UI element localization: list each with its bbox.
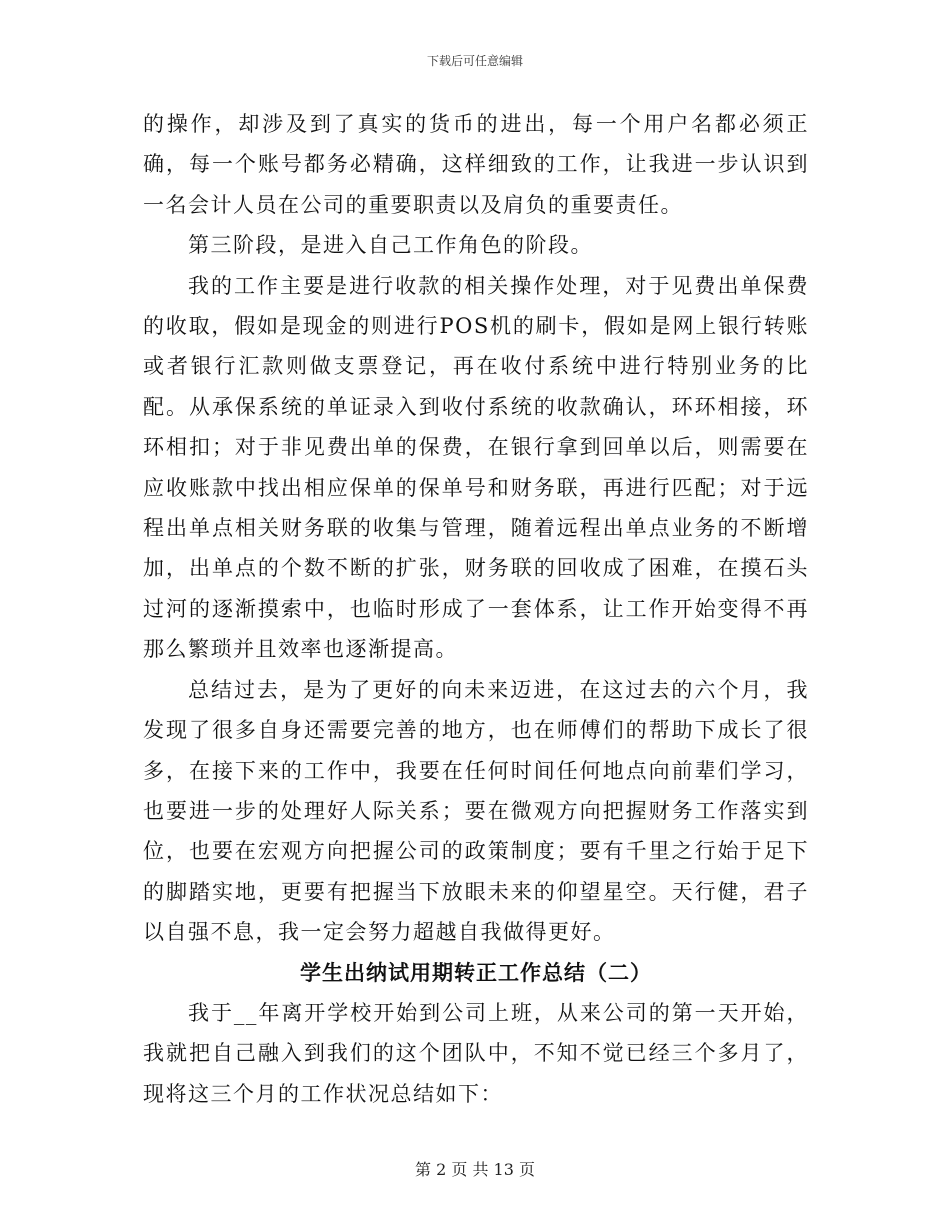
paragraph-continuation: 的操作，却涉及到了真实的货币的进出，每一个用户名都必须正确，每一个账号都务必精确，这样细致的工作，让我进一步认识到一名会计人员在公司的重要职责以及肩负的重要责任。 (143, 112, 809, 217)
document-body (143, 104, 809, 1114)
paragraph-intro: 我于__年离开学校开始到公司上班，从来公司的第一天开始，我就把自己融入到我们的这个团队中，不知不觉已经三个多月了，现将这三个月的工作状况总结如下： (143, 1000, 809, 1106)
page-number: 第 2 页 共 13 页 (415, 1160, 535, 1179)
paragraph-work-duties: 我的工作主要是进行收款的相关操作处理，对于见费出单保费的收取，假如是现金的则进行POS机的刷卡，假如是网上银行转账或者银行汇款则做支票登记，再在收付系统中进行特别业务的比配。从承保系统的单证录入到收付系统的收款确认，环环相接，环环相扣；对于非见费出单的保费，在银行拿到回单以后，则需要在应收账款中找出相应保单的保单号和财务联，再进行匹配；对于远程出单点相关财务联的收集与管理，随着远程出单点业务的不断增加，出单点的个数不断的扩张，财务联的回收成了困难，在摸石头过河的逐渐摸索中，也临时形成了一套体系，让工作开始变得不再那么繁琐并且效率也逐渐提高。 (143, 273, 809, 662)
paragraph-stage-three: 第三阶段，是进入自己工作角色的阶段。 (188, 233, 593, 258)
section-heading: 学生出纳试用期转正工作总结（二） (300, 959, 652, 985)
page-header: 下载后可任意编辑 (426, 54, 523, 68)
paragraph-summary: 总结过去，是为了更好的向未来迈进，在这过去的六个月，我发现了很多自身还需要完善的地方，也在师傅们的帮助下成长了很多，在接下来的工作中，我要在任何时间任何地点向前辈们学习，也要进一步的处理好人际关系；要在微观方向把握财务工作落实到位，也要在宏观方向把握公司的政策制度；要有千里之行始于足下的脚踏实地，更要有把握当下放眼未来的仰望星空。天行健，君子以自强不息，我一定会努力超越自我做得更好。 (143, 677, 809, 945)
